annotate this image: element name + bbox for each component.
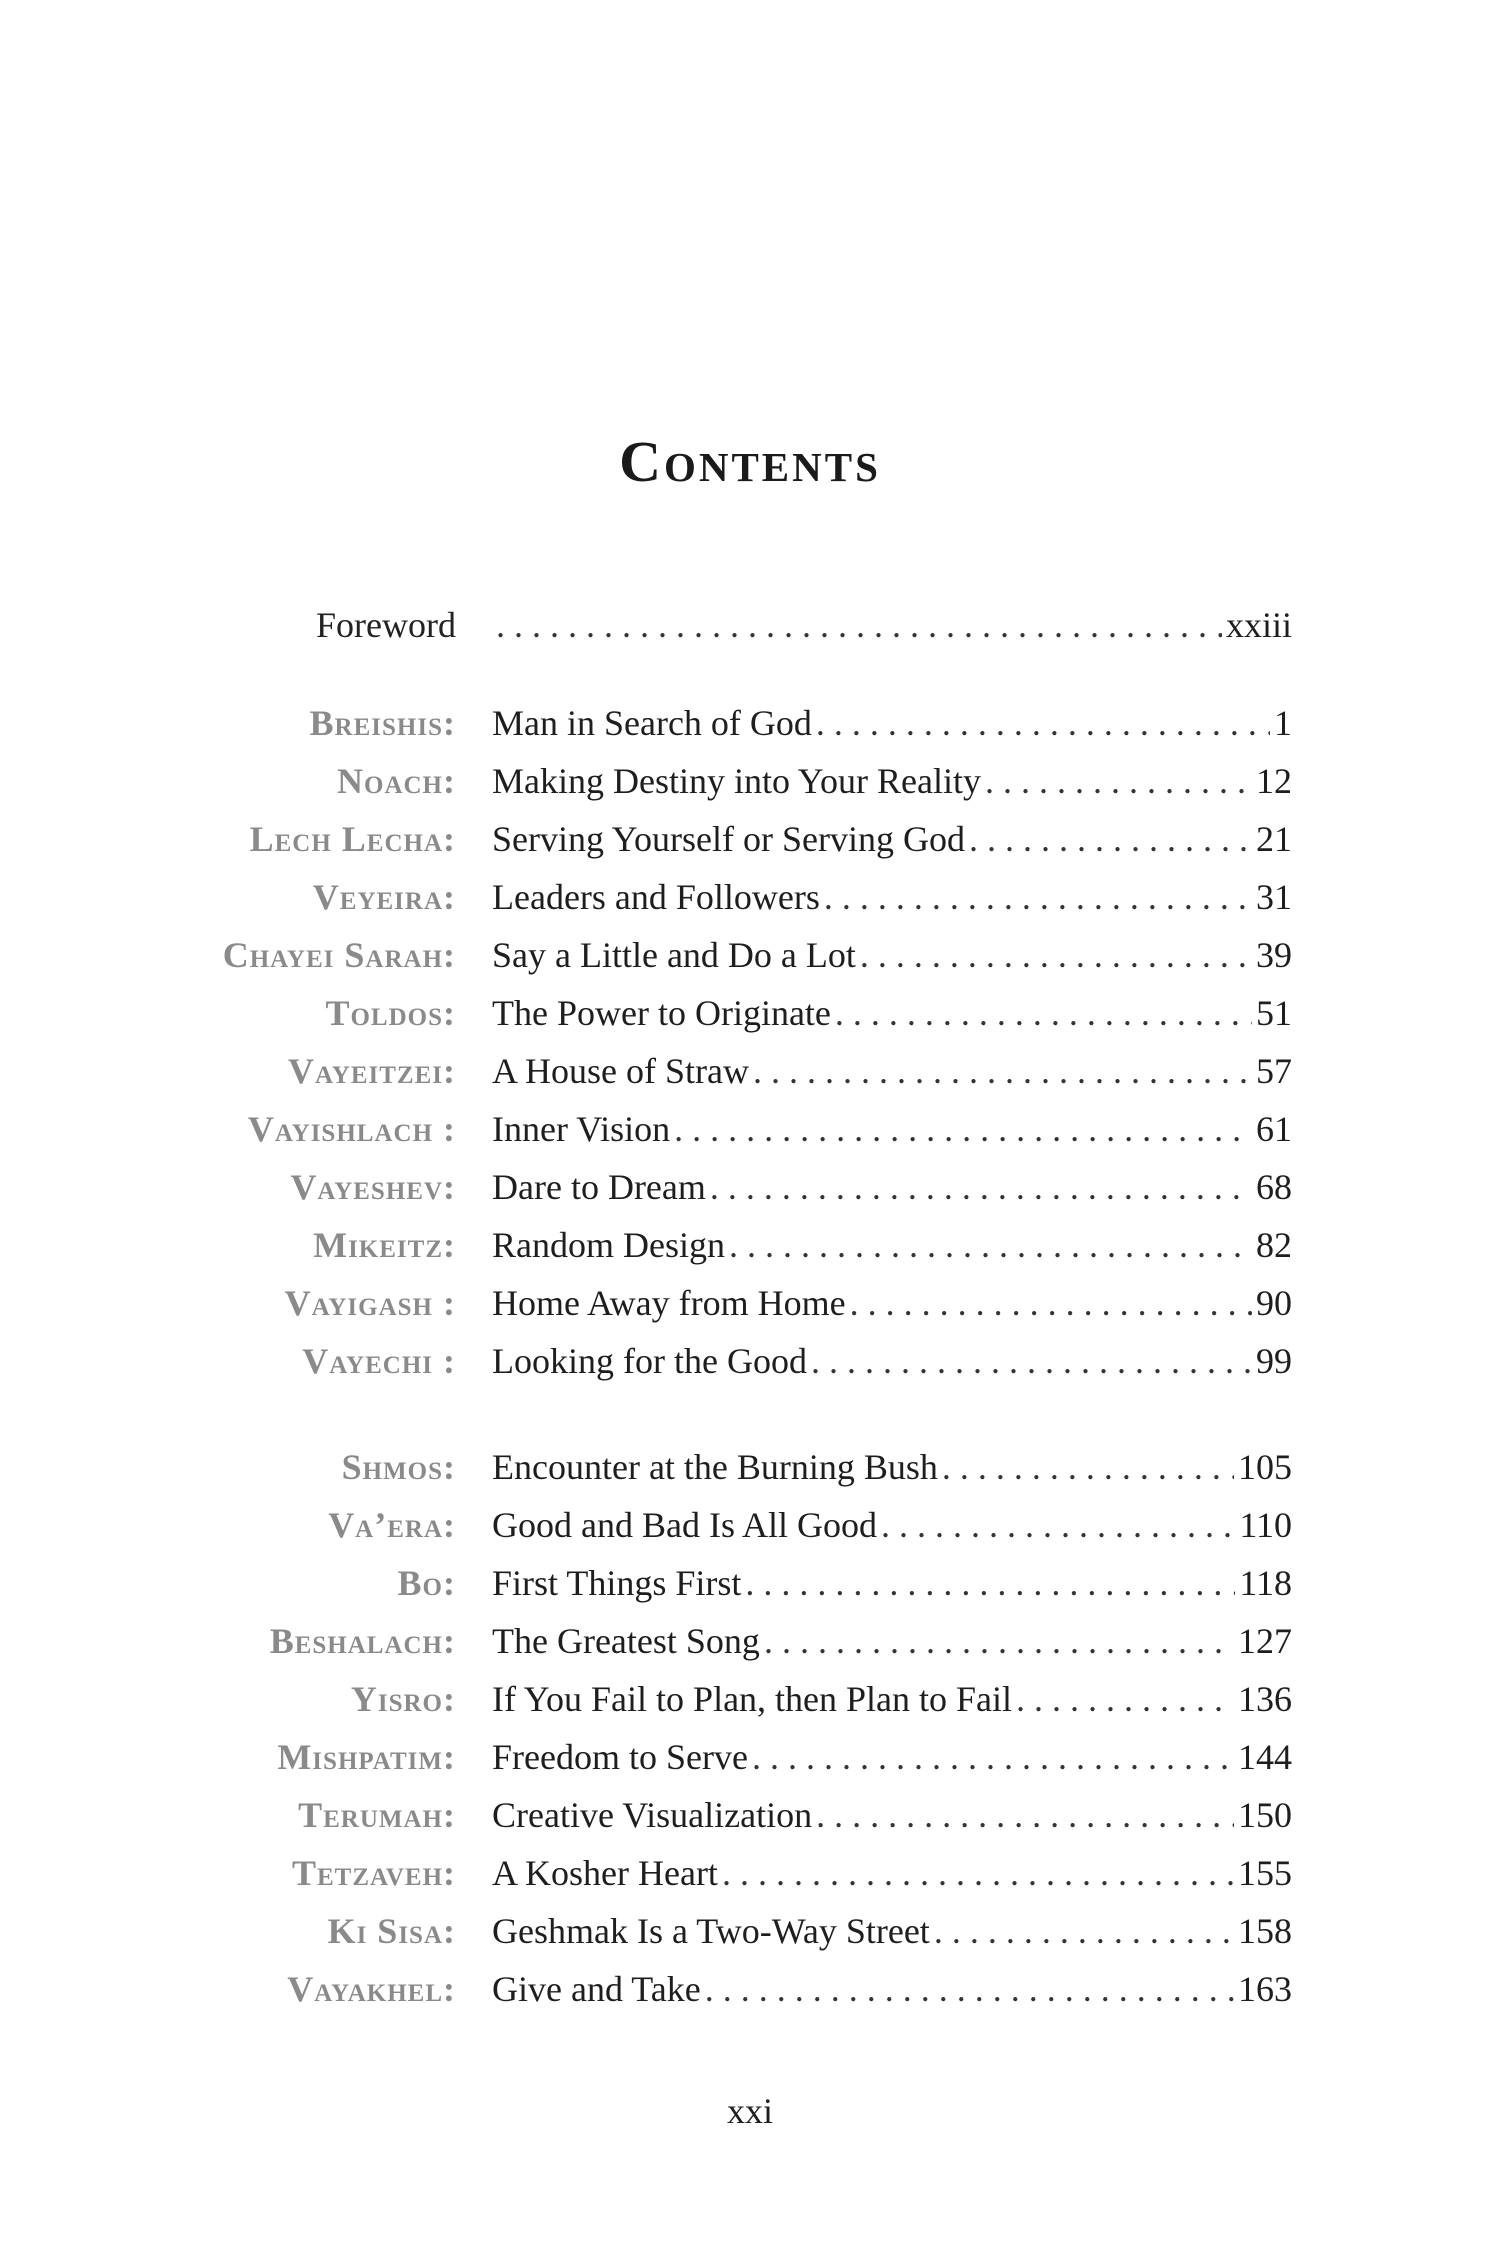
toc-label: Shmos: [341, 1447, 456, 1487]
toc-page-number: 118 [1239, 1563, 1292, 1603]
toc-title: Creative Visualization [492, 1795, 813, 1835]
toc-title: Geshmak Is a Two-Way Street [492, 1911, 930, 1951]
toc-page-number: 31 [1256, 877, 1292, 917]
toc-row[interactable] [0, 1042, 1500, 1100]
toc-title: Man in Search of God [492, 703, 812, 743]
toc-title: Random Design [492, 1225, 725, 1265]
toc-title: A House of Straw [492, 1051, 749, 1091]
toc-row[interactable] [0, 1438, 1500, 1496]
toc-label: Terumah: [298, 1795, 456, 1835]
toc-row[interactable] [0, 752, 1500, 810]
toc-page-number: 144 [1238, 1737, 1292, 1777]
toc-label: Breishis: [309, 703, 456, 743]
toc-label: Vayechi : [302, 1341, 456, 1381]
toc-label: Lech Lecha: [249, 819, 456, 859]
toc-title: The Power to Originate [492, 993, 831, 1033]
toc-page-number: 127 [1238, 1621, 1292, 1661]
toc-title: Dare to Dream [492, 1167, 706, 1207]
toc-page-number: xxiii [1225, 605, 1292, 645]
toc-title: Good and Bad Is All Good [492, 1505, 877, 1545]
toc-label: Vayakhel: [287, 1969, 456, 2009]
toc-label: Beshalach: [269, 1621, 456, 1661]
toc-row[interactable] [0, 1844, 1500, 1902]
toc-title: Home Away from Home [492, 1283, 846, 1323]
toc-label: Noach: [337, 761, 456, 801]
toc-label: Vayigash : [284, 1283, 456, 1323]
toc-title: Looking for the Good [492, 1341, 807, 1381]
toc-page-number: 150 [1238, 1795, 1292, 1835]
toc-label: Vayeitzei: [288, 1051, 456, 1091]
toc-label: Mikeitz: [313, 1225, 456, 1265]
toc-label: Mishpatim: [277, 1737, 456, 1777]
toc-label: Foreword [316, 605, 456, 645]
toc-title: If You Fail to Plan, then Plan to Fail [492, 1679, 1013, 1719]
toc-row[interactable] [0, 868, 1500, 926]
toc-label: Vayeshev: [290, 1167, 456, 1207]
toc-title: Serving Yourself or Serving God [492, 819, 965, 859]
toc-row[interactable] [0, 1960, 1500, 2018]
toc-page-number: 12 [1256, 761, 1292, 801]
toc-row[interactable] [0, 1902, 1500, 1960]
toc-title: Say a Little and Do a Lot [492, 935, 856, 975]
toc-page-number: 158 [1238, 1911, 1292, 1951]
toc-title: A Kosher Heart [492, 1853, 718, 1893]
toc-label: Chayei Sarah: [222, 935, 456, 975]
toc-page-number: 155 [1238, 1853, 1292, 1893]
toc-page-number: 61 [1256, 1109, 1292, 1149]
toc-title: Leaders and Followers [492, 877, 820, 917]
toc-row[interactable] [0, 1612, 1500, 1670]
toc-page-number: 99 [1256, 1341, 1292, 1381]
toc-row-foreword[interactable] [0, 596, 1500, 654]
toc-page-number: 68 [1256, 1167, 1292, 1207]
toc-row[interactable] [0, 1332, 1500, 1390]
toc-row[interactable] [0, 1670, 1500, 1728]
page-number-footer: xxi [726, 2091, 773, 2131]
page-title: Contents [619, 429, 881, 494]
toc-page-number: 90 [1256, 1283, 1292, 1323]
toc-title: Encounter at the Burning Bush [492, 1447, 938, 1487]
toc-title: First Things First [492, 1563, 742, 1603]
toc-row[interactable] [0, 1100, 1500, 1158]
toc-page-number: 163 [1238, 1969, 1292, 2009]
toc-page-number: 1 [1274, 703, 1292, 743]
toc-title: Inner Vision [492, 1109, 671, 1149]
toc-row[interactable] [0, 926, 1500, 984]
toc-title: Give and Take [492, 1969, 701, 2009]
toc-row[interactable] [0, 1728, 1500, 1786]
toc-title: Making Destiny into Your Reality [492, 761, 982, 801]
toc-row[interactable] [0, 1554, 1500, 1612]
toc-row[interactable] [0, 1496, 1500, 1554]
toc-label: Tetzaveh: [291, 1853, 456, 1893]
toc-page-number: 82 [1256, 1225, 1292, 1265]
toc-row[interactable] [0, 810, 1500, 868]
toc-label: Vayishlach : [247, 1109, 456, 1149]
toc-page-number: 136 [1238, 1679, 1292, 1719]
toc-title: The Greatest Song [492, 1621, 760, 1661]
toc-row[interactable] [0, 1158, 1500, 1216]
toc-page-number: 39 [1256, 935, 1292, 975]
toc-label: Veyeira: [312, 877, 456, 917]
toc-label: Va’era: [328, 1505, 456, 1545]
toc-page-number: 51 [1256, 993, 1292, 1033]
toc-label: Yisro: [350, 1679, 456, 1719]
toc-row[interactable] [0, 1274, 1500, 1332]
toc-row[interactable] [0, 984, 1500, 1042]
toc-title: Freedom to Serve [492, 1737, 748, 1777]
toc-label: Bo: [397, 1563, 456, 1603]
toc-label: Ki Sisa: [327, 1911, 456, 1951]
toc-page-number: 21 [1256, 819, 1292, 859]
toc-page-number: 110 [1239, 1505, 1292, 1545]
toc-row[interactable] [0, 694, 1500, 752]
toc-label: Toldos: [325, 993, 456, 1033]
toc-row[interactable] [0, 1786, 1500, 1844]
toc-row[interactable] [0, 1216, 1500, 1274]
toc-page-number: 105 [1238, 1447, 1292, 1487]
toc-page-number: 57 [1256, 1051, 1292, 1091]
